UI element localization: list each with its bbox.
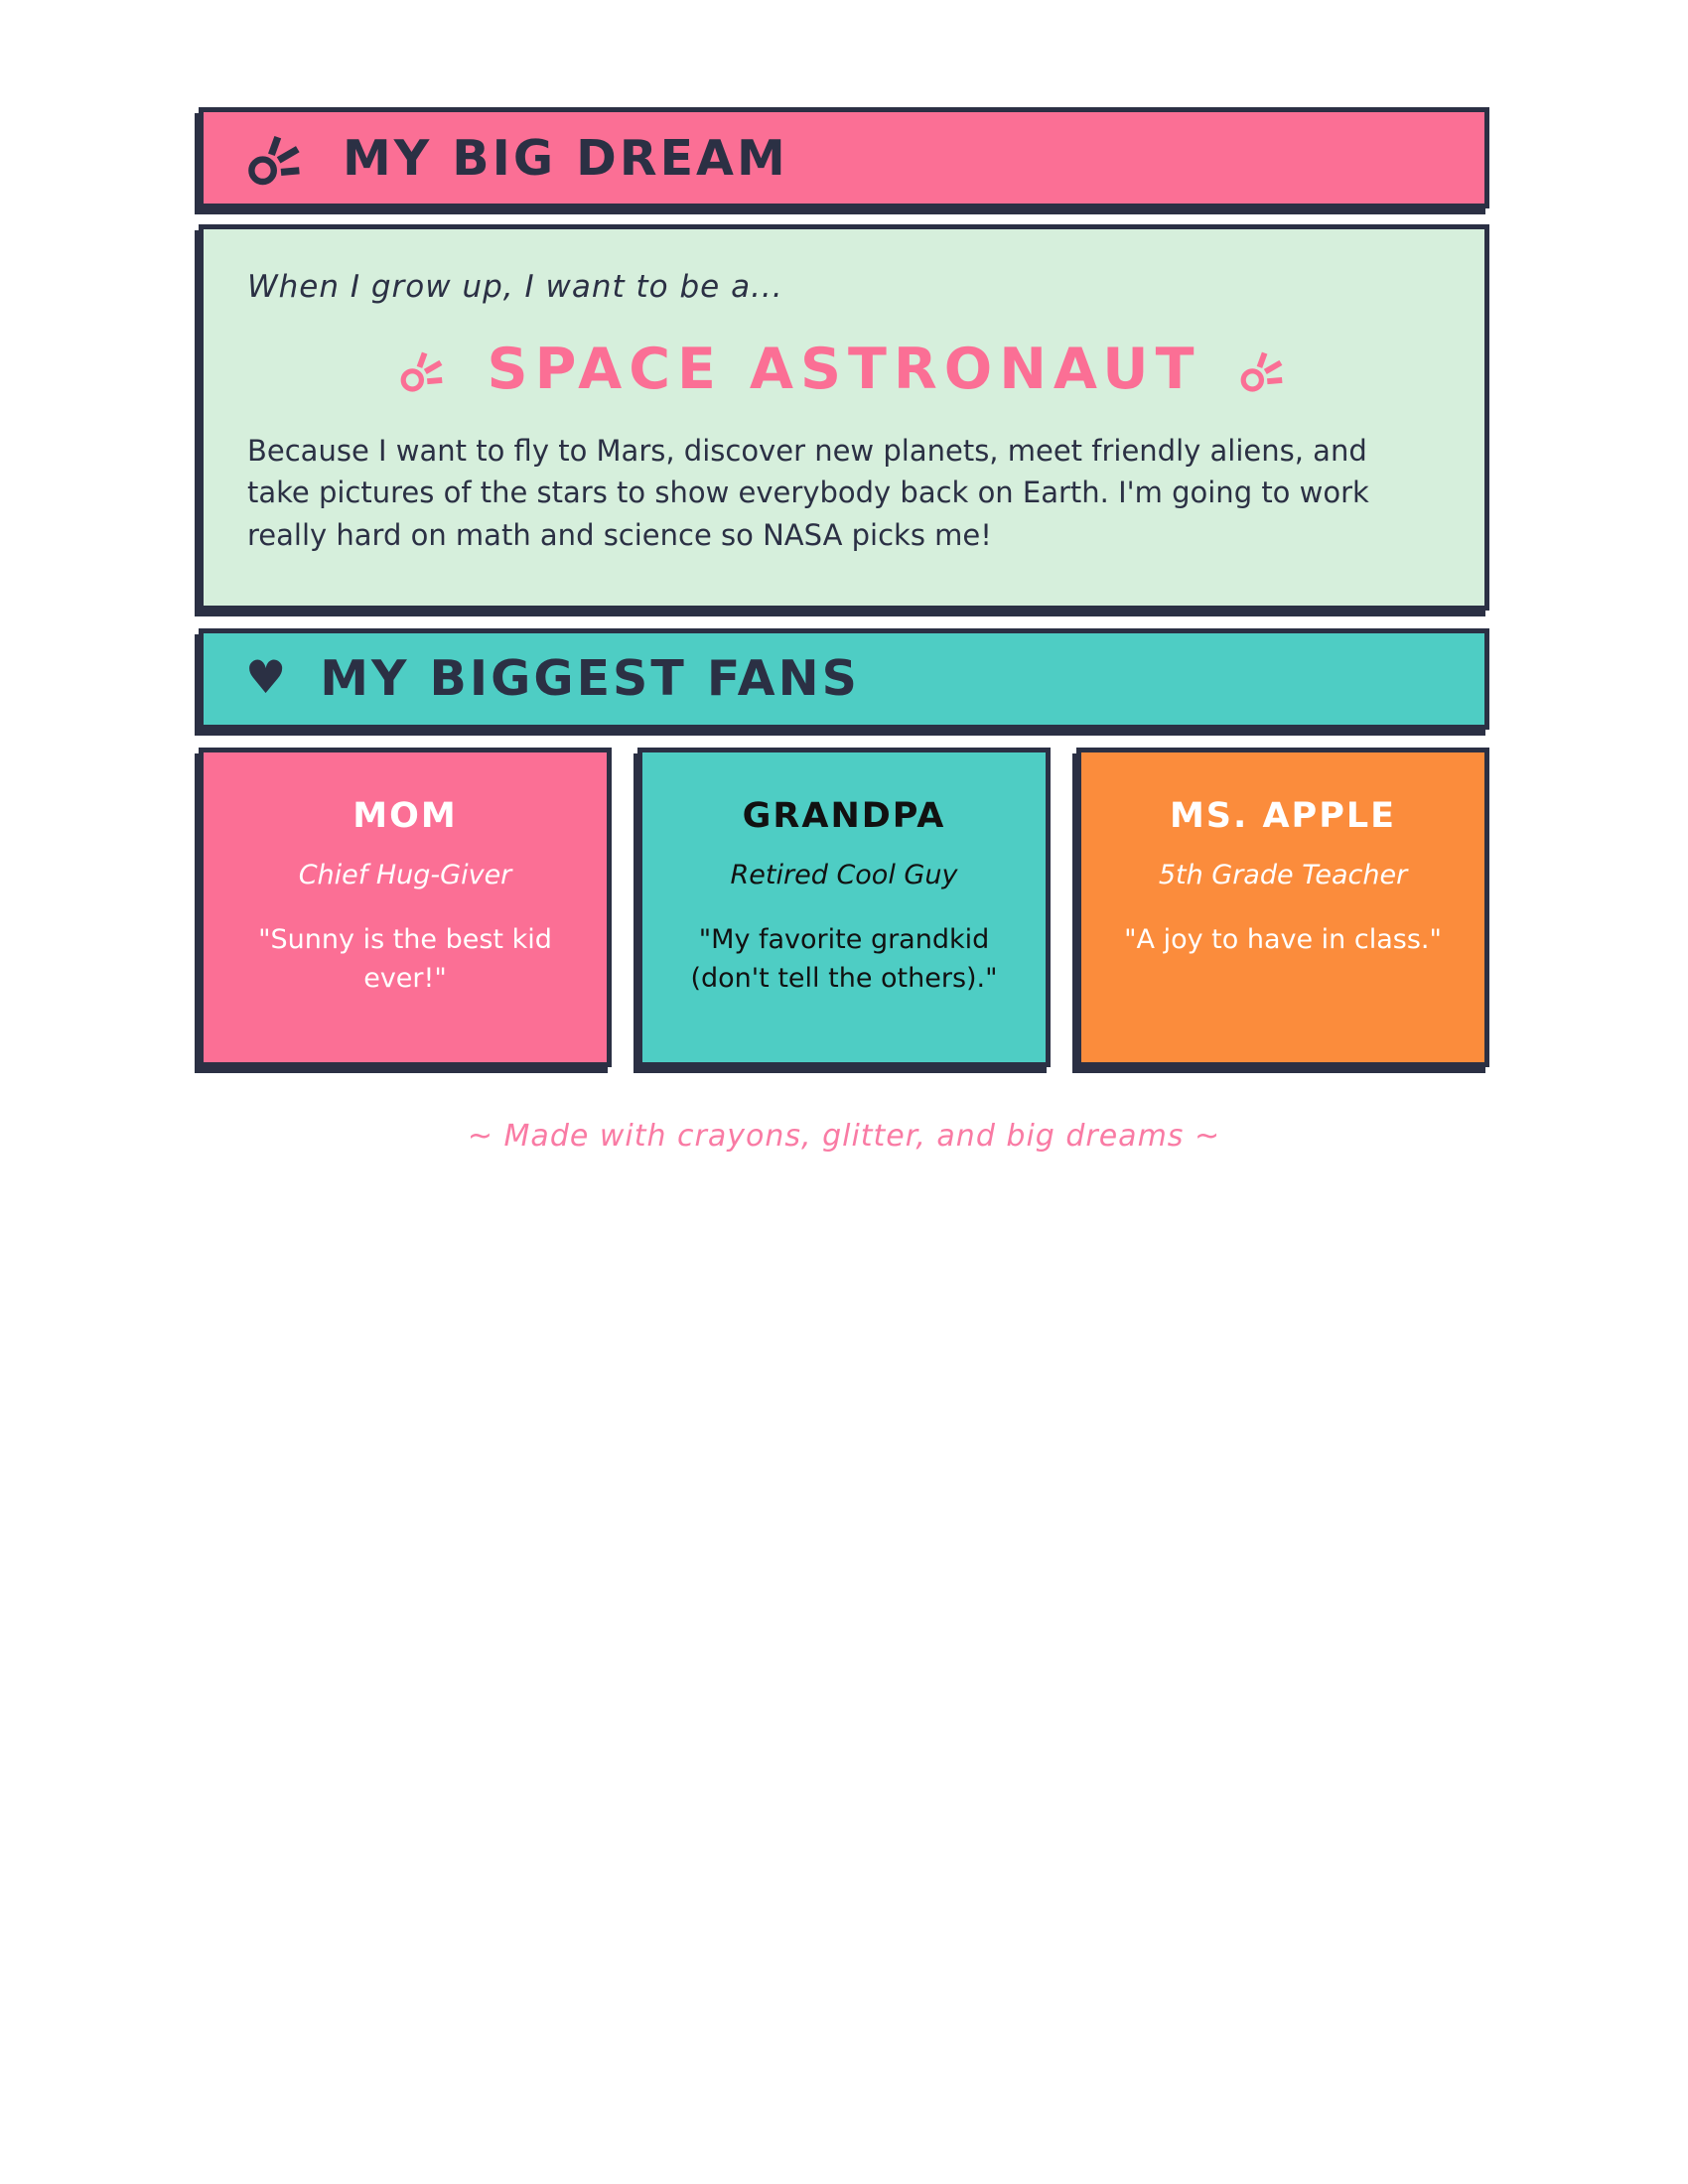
heart-icon: ♥: [245, 649, 287, 704]
fan-card-grandpa: [637, 748, 1051, 1067]
fan-card-ms-apple: [1076, 748, 1489, 1067]
fan-role: Retired Cool Guy: [730, 859, 958, 890]
fan-card-mom: [199, 748, 612, 1067]
poster-content: [199, 0, 1489, 1154]
fan-quote: "A joy to have in class.": [1124, 923, 1442, 955]
footer-note: ~ Made with crayons, glitter, and big dreams ~: [467, 1118, 1221, 1154]
biggest-fans-title: MY BIGGEST FANS: [320, 650, 860, 708]
fan-name: MS. APPLE: [1169, 795, 1397, 836]
fan-name: GRANDPA: [742, 795, 946, 836]
big-dream-title: MY BIG DREAM: [343, 129, 788, 187]
fan-quote: "Sunny is the best kid ever!": [258, 923, 552, 995]
dream-box: [199, 224, 1489, 611]
biggest-fans-header-bar: [199, 628, 1489, 730]
dream-intro-text: When I grow up, I want to be a...: [247, 269, 783, 305]
sparkle-burst-icon: [398, 346, 450, 393]
fan-name: MOM: [352, 795, 458, 836]
sparkle-burst-icon: [245, 129, 309, 187]
fan-role: 5th Grade Teacher: [1158, 859, 1408, 890]
dream-reason-text: Because I want to fly to Mars, discover new planets, meet friendly aliens, and take pictures of the stars to show everybody back on Earth. I'm going to work really hard on math and science so NASA picks me!: [247, 434, 1369, 552]
dream-job-title: SPACE ASTRONAUT: [487, 337, 1201, 402]
sparkle-burst-icon: [1238, 346, 1290, 393]
fan-role: Chief Hug-Giver: [298, 859, 512, 890]
big-dream-header-bar: [199, 107, 1489, 208]
dream-title-line: [247, 337, 1441, 402]
fan-quote: "My favorite grandkid (don't tell the others).": [690, 923, 998, 995]
fan-cards-row: [199, 748, 1489, 1067]
